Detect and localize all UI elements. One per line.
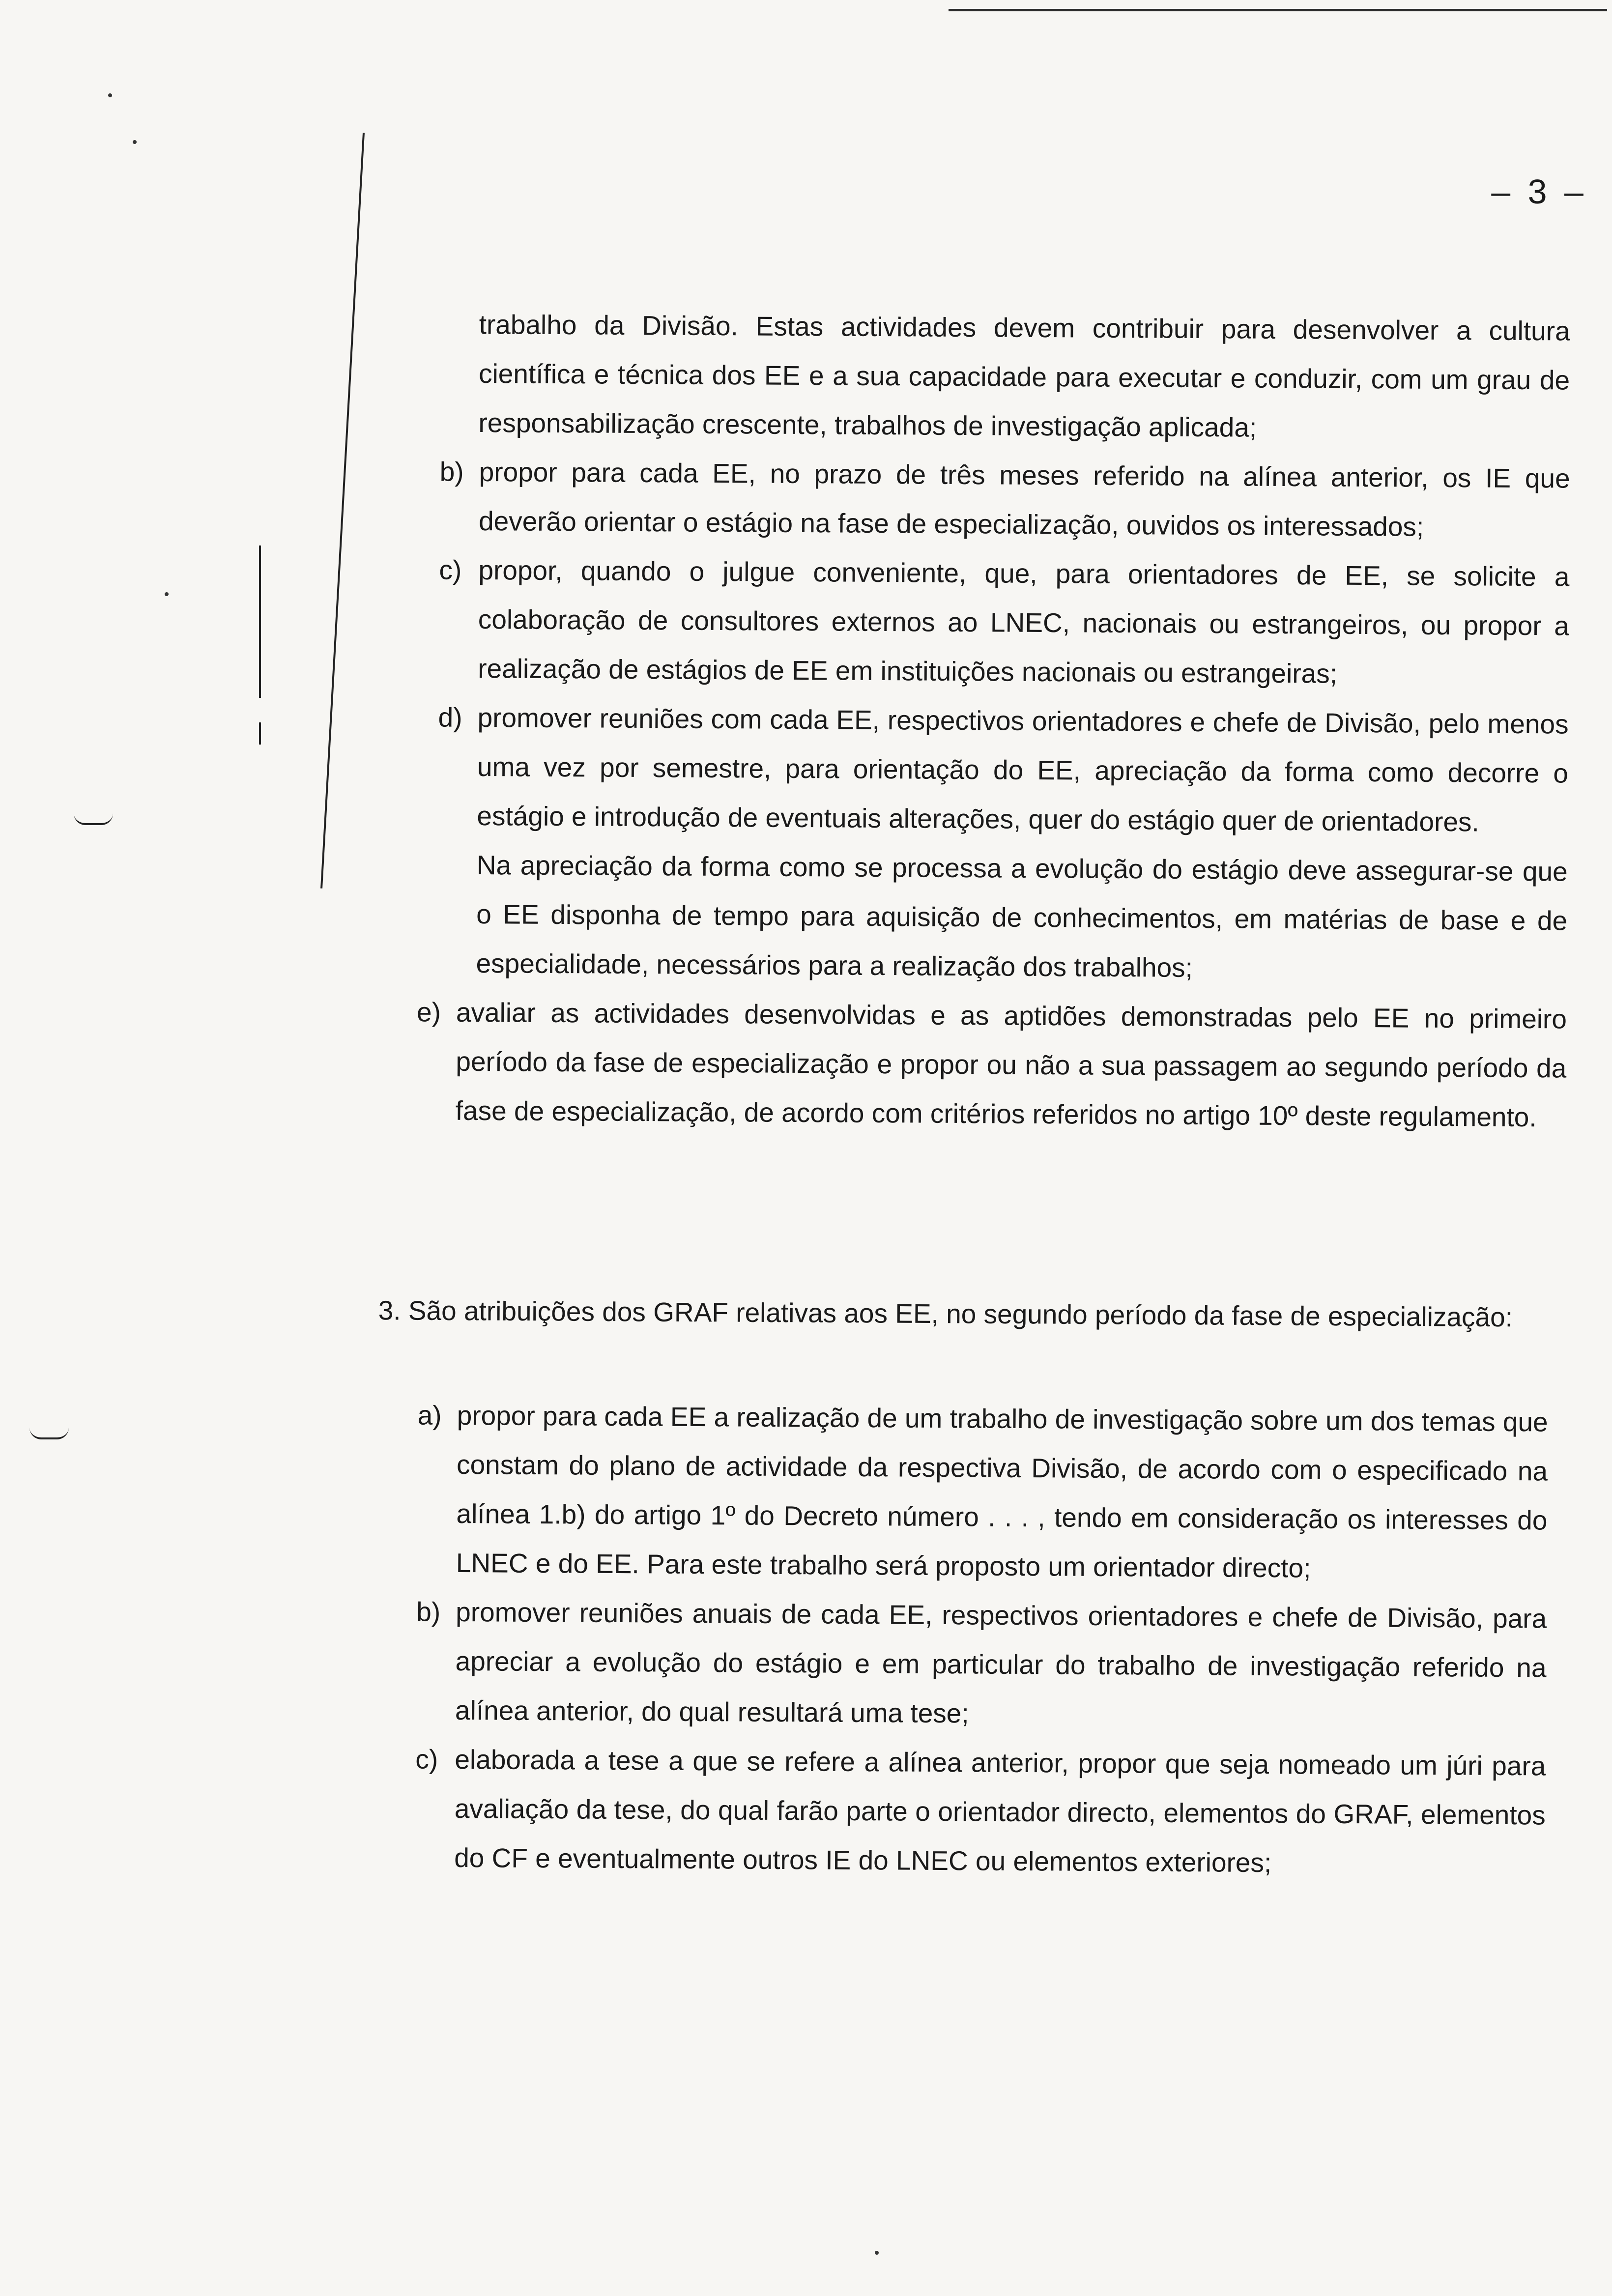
item-text: promover reuniões anuais de cada EE, respectivos orientadores e chefe de Divisão, para apreciar a evolução do estágio e em particular do trabalho de investigação referido na alínea anterior, do qual resultará uma tese;	[455, 1596, 1547, 1729]
item-text: elaborada a tese a que se refere a alínea anterior, propor que seja nomeado um júri para avaliação da tese, do qual farão parte o orientador directo, elementos do GRAF, elementos do CF e eventualmente outros IE do LNEC ou elementos exteriores;	[454, 1744, 1546, 1878]
item-extra-text: Na apreciação da forma como se processa a evolução do estágio deve assegurar-se que o EE disponha de tempo para aquisição de conhecimentos, em matérias de base e de especialidade, necessários para a realização dos trabalhos;	[476, 849, 1568, 983]
item-label: b)	[416, 1596, 441, 1627]
speck	[165, 592, 169, 596]
item-label: c)	[415, 1744, 438, 1775]
list-item	[417, 1391, 1548, 1594]
margin-mark	[29, 1428, 69, 1439]
item-text: propor, quando o julgue conveniente, que, para orientadores de EE, se solicite a colaboração de consultores externos ao LNEC, nacionais ou estrangeiros, ou propor a realização de estágios de EE em instituições nacionais ou estrangeiras;	[478, 554, 1570, 689]
list-item	[415, 1735, 1546, 1889]
top-rule	[949, 9, 1607, 11]
list-item	[416, 1587, 1547, 1742]
speck	[108, 93, 112, 97]
list-item-continuation	[476, 840, 1568, 995]
speck	[875, 2251, 879, 2255]
list-item	[439, 447, 1570, 552]
item-label: a)	[417, 1400, 442, 1431]
margin-line	[259, 722, 261, 745]
list-item	[416, 988, 1567, 1142]
margin-line	[320, 133, 365, 889]
item-text: propor para cada EE, no prazo de três meses referido na alínea anterior, os IE que deverão orientar o estágio na fase de especialização, ouvidos os interessados;	[478, 456, 1570, 542]
margin-line	[259, 545, 261, 698]
item-text: avaliar as actividades desenvolvidas e as aptidões demonstradas pelo EE no primeiro período da fase de especialização e propor ou não a sua passagem ao segundo período da fase de especialização, de acordo com critérios referidos no artigo 10º deste regulamento.	[455, 997, 1567, 1133]
margin-mark	[74, 813, 113, 825]
list-item	[439, 545, 1570, 700]
continuation-paragraph: trabalho da Divisão. Estas actividades devem contribuir para desenvolver a cultura científica e técnica dos EE e a sua capacidade para executar e conduzir, com um grau de responsabilização crescente, trabalhos de investigação aplicada;	[478, 309, 1570, 443]
item-label: d)	[438, 702, 462, 733]
section-3	[285, 1285, 1548, 1342]
item-label: e)	[416, 997, 441, 1028]
item-text: propor para cada EE a realização de um trabalho de investigação sobre um dos temas que constam do plano de actividade da respectiva Divisão, de acordo com o especificado na alínea 1.b) do artigo 1º do Decreto número . . . , tendo em consideração os interesses do LNEC e do EE. Para este trabalho será proposto um orientador directo;	[456, 1400, 1548, 1583]
item-label: c)	[439, 554, 462, 585]
section-3-list	[415, 1391, 1548, 1889]
list-item	[438, 693, 1569, 847]
body-text	[478, 300, 1570, 454]
section-2-list	[416, 447, 1570, 1142]
item-text: promover reuniões com cada EE, respectivos orientadores e chefe de Divisão, pelo menos uma vez por semestre, para orientação do EE, apreciação da forma como decorre o estágio e introdução de eventuais alterações, quer do estágio quer de orientadores.	[477, 702, 1569, 837]
item-label: b)	[439, 456, 464, 487]
page-number: – 3 –	[1491, 172, 1587, 211]
speck	[133, 140, 137, 144]
section-3-lead: 3. São atribuições dos GRAF relativas aos EE, no segundo período da fase de especialização:	[378, 1295, 1513, 1333]
